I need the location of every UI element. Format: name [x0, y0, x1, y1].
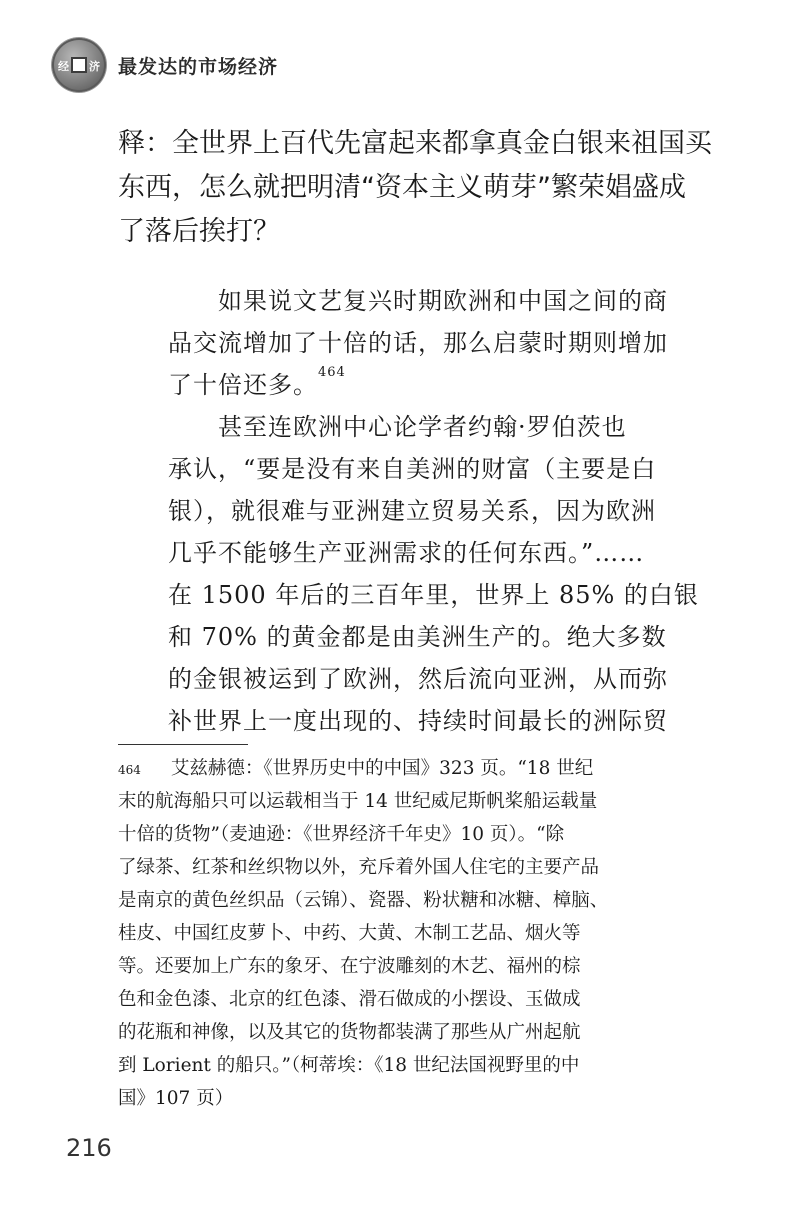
footnote-first-line: 艾兹赫德：《世界历史中的中国》323 页。“18 世纪 [170, 758, 594, 779]
footnote-line: 桂皮、中国红皮萝卜、中药、大黄、木制工艺品、烟火等 [118, 923, 581, 944]
footnote-line [118, 752, 678, 785]
footnote-line: 是南京的黄色丝织品（云锦）、瓷器、粉状糖和冰糖、樟脑、 [118, 890, 609, 911]
quote-line: 几乎不能够生产亚洲需求的任何东西。”…… [168, 539, 645, 567]
coin-right-glyph: 济 [89, 60, 100, 73]
body-line: 东西，怎么就把明清“资本主义萌芽”繁荣娼盛成 [118, 172, 686, 203]
footnote-line: 到 Lorient 的船只。”（柯蒂埃：《18 世纪法国视野里的中 [118, 1055, 580, 1076]
footnote-reference[interactable]: 464 [318, 365, 346, 380]
coin-logo-icon [52, 38, 106, 92]
quote-line: 如果说文艺复兴时期欧洲和中国之间的商 [168, 287, 668, 315]
body-paragraph [118, 122, 712, 254]
footnote-divider [118, 744, 248, 745]
quote-line-text: 了十倍还多。 [168, 371, 318, 399]
footnote-line: 色和金色漆、北京的红色漆、滑石做成的小摆设、玉做成 [118, 989, 581, 1010]
running-title: 最发达的市场经济 [118, 56, 279, 78]
quote-line: 银），就很难与亚洲建立贸易关系，因为欧洲 [168, 497, 656, 525]
footnote-line: 末的航海船只可以运载相当于 14 世纪威尼斯帆桨船运载量 [118, 791, 598, 812]
quote-line: 甚至连欧洲中心论学者约翰·罗伯茨也 [168, 413, 627, 441]
footnote-line: 的花瓶和神像，以及其它的货物都装满了那些从广州起航 [118, 1022, 581, 1043]
footnote-line: 了绿茶、红茶和丝织物以外，充斥着外国人住宅的主要产品 [118, 857, 600, 878]
footnote-number: 464 [118, 763, 141, 777]
footnote [118, 752, 678, 1115]
page-number: 216 [66, 1134, 112, 1162]
coin-square-hole [71, 57, 87, 73]
coin-left-glyph: 经 [58, 60, 69, 73]
quote-line: 和 70% 的黄金都是由美洲生产的。绝大多数 [168, 623, 667, 651]
body-line: 了落后挨打？ [118, 216, 280, 247]
quote-line: 承认，“要是没有来自美洲的财富（主要是白 [168, 455, 657, 483]
body-line: 释：全世界上百代先富起来都拿真金白银来祖国买 [118, 128, 712, 159]
footnote-line: 等。还要加上广东的象牙、在宁波雕刻的木艺、福州的棕 [118, 956, 581, 977]
quote-line: 品交流增加了十倍的话，那么启蒙时期则增加 [168, 329, 668, 357]
quote-line [168, 364, 678, 406]
block-quote [168, 280, 699, 742]
quote-line: 补世界上一度出现的、持续时间最长的洲际贸 [168, 707, 668, 735]
footnote-line: 十倍的货物”（麦迪逊：《世界经济千年史》10 页）。“除 [118, 824, 565, 845]
quote-line: 的金银被运到了欧洲，然后流向亚洲，从而弥 [168, 665, 668, 693]
footnote-line: 国》107 页） [118, 1088, 234, 1109]
quote-line: 在 1500 年后的三百年里，世界上 85% 的白银 [168, 581, 699, 609]
page-header [52, 38, 452, 98]
